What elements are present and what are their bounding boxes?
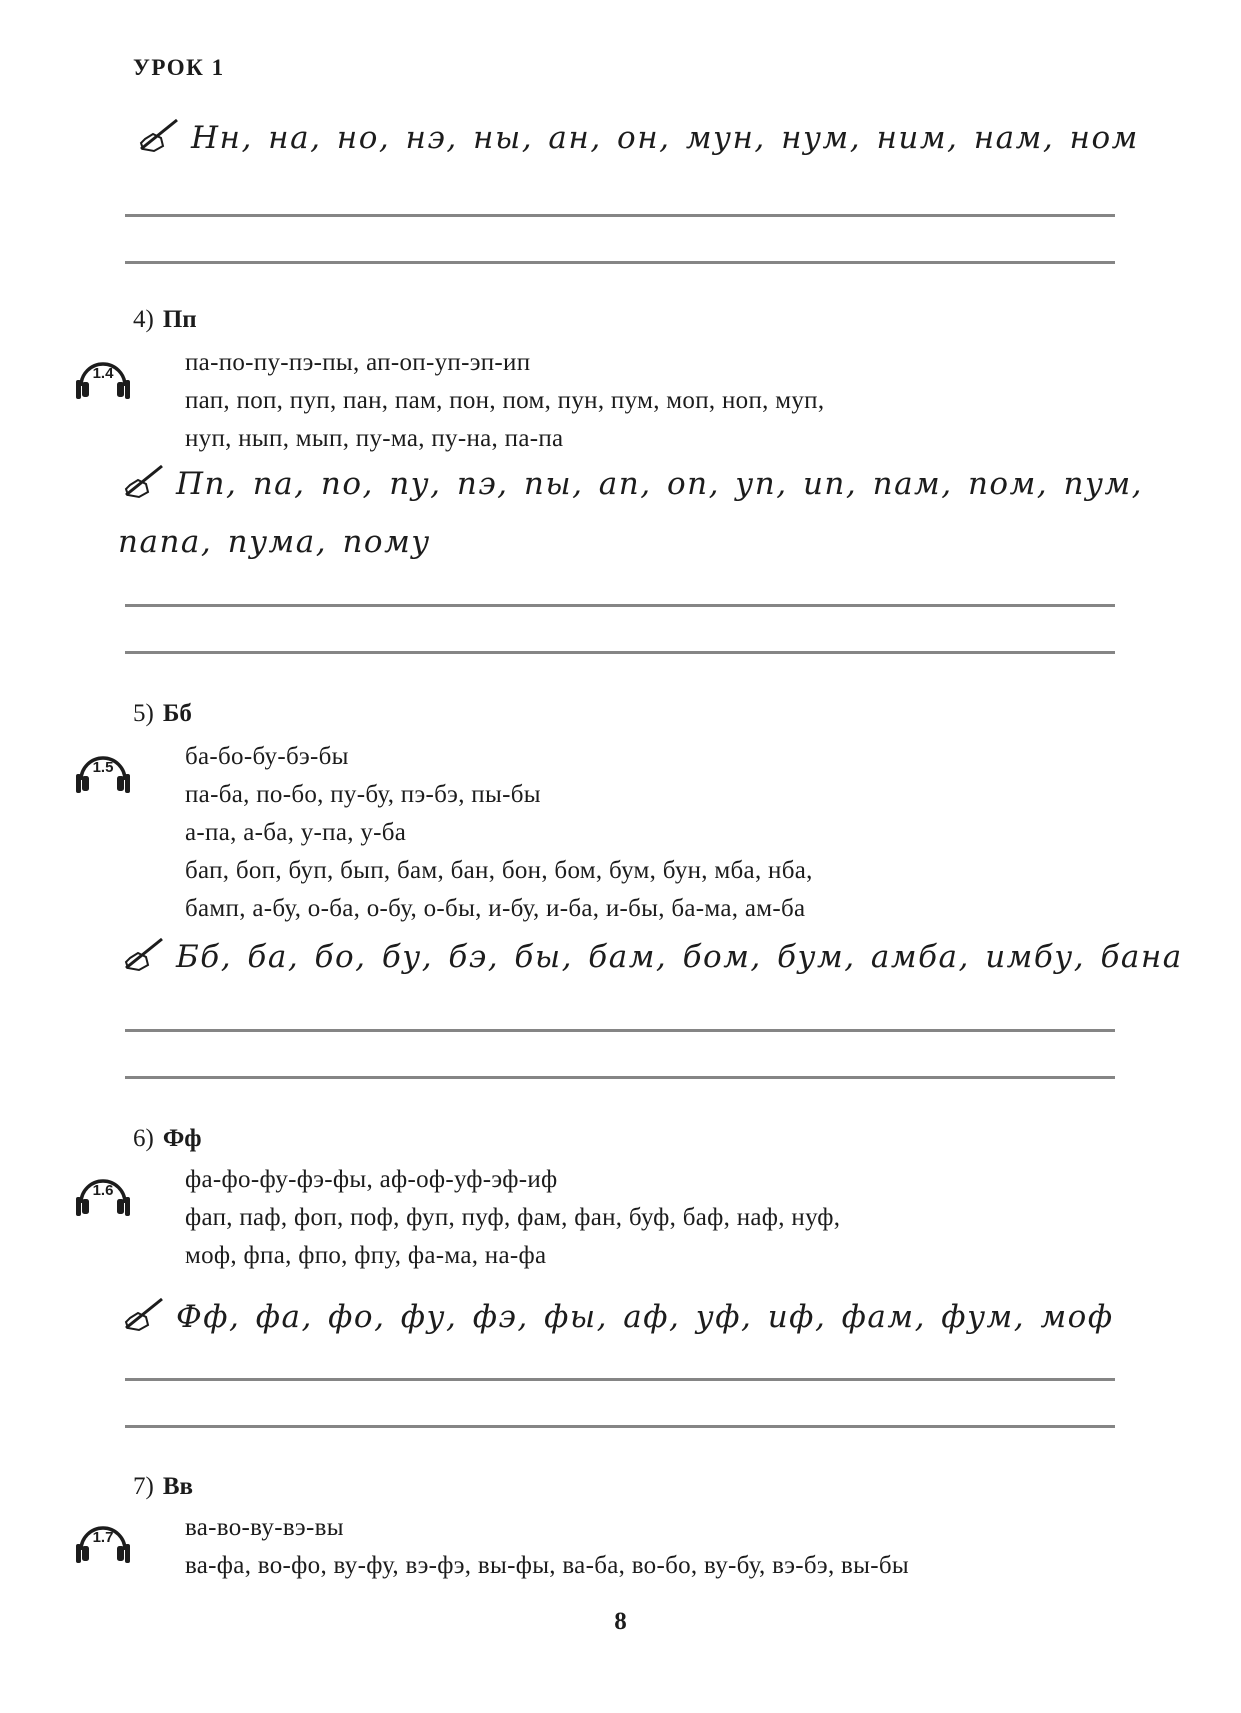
drill-line: ва-фа, во-фо, ву-фу, вэ-фэ, вы-фы, ва-ба, во-бо, ву-бу, вэ-бэ, вы-бы — [185, 1552, 909, 1579]
drill-lines — [185, 344, 824, 458]
section-number: 5) — [133, 700, 154, 727]
drill-line: а-па, а-ба, у-па, у-ба — [185, 819, 407, 846]
section-number: 6) — [133, 1125, 154, 1152]
section-letter: Фф — [162, 1125, 202, 1152]
section-heading-vv — [133, 1473, 193, 1501]
audio-track-number: 1.7 — [92, 1529, 114, 1546]
section-number: 4) — [133, 306, 154, 333]
drill-line: бап, боп, буп, бып, бам, бан, бон, бом, бум, бун, мба, нба, — [185, 857, 813, 884]
pen-icon — [118, 937, 164, 989]
writing-rule-line — [125, 1076, 1115, 1079]
drill-line: моф, фпа, фпо, фпу, фа-ма, на-фа — [185, 1242, 547, 1269]
writing-rule-line — [125, 261, 1115, 264]
writing-rule-line — [125, 651, 1115, 654]
drill-line: па-ба, по-бо, пу-бу, пэ-бэ, пы-бы — [185, 781, 541, 808]
drill-lines — [185, 1161, 840, 1275]
handwriting-text: Пп, па, по, пу, пэ, пы, ап, оп, уп, ип, пам, пом, пум, — [176, 466, 1143, 502]
writing-rule-line — [125, 1029, 1115, 1032]
writing-rule-line — [125, 1378, 1115, 1381]
handwriting-sample-intro — [133, 112, 1139, 170]
drill-line: ва-во-ву-вэ-вы — [185, 1514, 344, 1541]
writing-rule-line — [125, 214, 1115, 217]
audio-track-badge — [74, 1510, 138, 1570]
drill-line: нуп, нып, мып, пу-ма, пу-на, па-па — [185, 425, 564, 452]
pen-icon — [118, 1297, 164, 1349]
handwriting-text: Бб, ба, бо, бу, бэ, бы, бам, бом, бум, амба, имбу, бана — [176, 939, 1183, 975]
drill-line: бамп, а-бу, о-ба, о-бу, о-бы, и-бу, и-ба, и-бы, ба-ма, ам-ба — [185, 895, 806, 922]
writing-rule-line — [125, 1425, 1115, 1428]
section-letter: Вв — [162, 1473, 194, 1500]
drill-lines — [185, 738, 813, 928]
handwriting-sample — [118, 458, 1143, 568]
section-heading-bb — [133, 700, 192, 728]
audio-track-number: 1.4 — [92, 365, 114, 382]
audio-track-number: 1.6 — [92, 1182, 114, 1199]
audio-track-badge — [74, 346, 138, 406]
drill-line: пап, поп, пуп, пан, пам, пон, пом, пун, пум, моп, ноп, муп, — [185, 387, 825, 414]
section-letter: Бб — [162, 700, 192, 727]
pen-icon — [118, 464, 164, 516]
section-letter: Пп — [162, 306, 197, 333]
drill-line: фап, паф, фоп, поф, фуп, пуф, фам, фан, буф, баф, наф, нуф, — [185, 1204, 841, 1231]
lesson-title: УРОК 1 — [133, 55, 225, 80]
drill-line: па-по-пу-пэ-пы, ап-оп-уп-эп-ип — [185, 349, 531, 376]
drill-line: ба-бо-бу-бэ-бы — [185, 743, 349, 770]
audio-track-number: 1.5 — [92, 759, 114, 776]
section-heading-pp — [133, 306, 197, 334]
handwriting-text: папа, пума, пому — [118, 524, 431, 560]
drill-lines — [185, 1509, 909, 1585]
audio-track-badge — [74, 740, 138, 800]
page-number: 8 — [614, 1608, 627, 1635]
writing-rule-line — [125, 604, 1115, 607]
section-number: 7) — [133, 1473, 154, 1500]
handwriting-text: Нн, на, но, нэ, ны, ан, он, мун, нум, ним, нам, ном — [191, 120, 1139, 156]
pen-icon — [133, 118, 179, 170]
drill-line: фа-фо-фу-фэ-фы, аф-оф-уф-эф-иф — [185, 1166, 558, 1193]
handwriting-text: Фф, фа, фо, фу, фэ, фы, аф, уф, иф, фам, фум, моф — [176, 1299, 1114, 1335]
audio-track-badge — [74, 1163, 138, 1223]
handwriting-sample — [118, 1291, 1114, 1349]
handwriting-sample — [118, 931, 1183, 989]
section-heading-ff — [133, 1125, 202, 1153]
